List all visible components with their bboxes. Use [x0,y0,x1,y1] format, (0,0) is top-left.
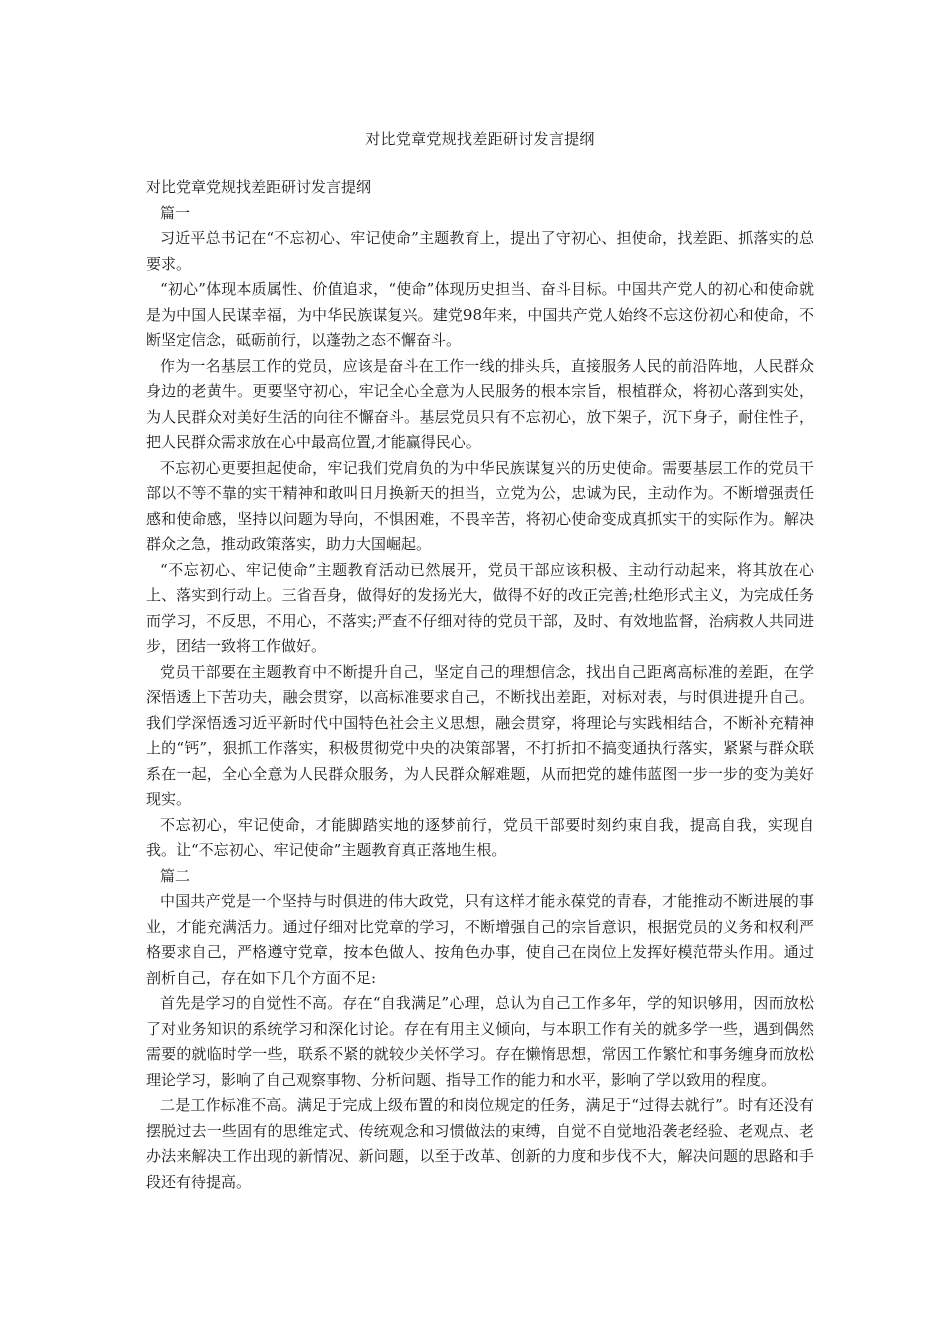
paragraph: 不忘初心更要担起使命，牢记我们党肩负的为中华民族谋复兴的历史使命。需要基层工作的党员干部以不等不靠的实干精神和敢叫日月换新天的担当，立党为公，忠诚为民，主动作为。不断增强责任感和使命感，坚持以问题为导向，不惧困难，不畏辛苦，将初心使命变成真抓实干的实际作为。解决群众之急，推动政策落实，助力大国崛起。 [146,458,814,553]
section-label-1: 篇一 [160,203,191,222]
paragraph: “不忘初心、牢记使命”主题教育活动已然展开，党员干部应该积极、主动行动起来，将其放在心上、落实到行动上。三省吾身，做得好的发扬光大，做得不好的改正完善;杜绝形式主义，为完成任务而学习，不反思，不用心，不落实;严查不仔细对待的党员干部，及时、有效地监督，治病救人共同进步，团结一致将工作做好。 [146,560,814,655]
paragraph: 不忘初心，牢记使命，才能脚踏实地的逐梦前行，党员干部要时刻约束自我，提高自我，实现自我。让“不忘初心、牢记使命”主题教育真正落地生根。 [146,815,814,859]
section-label-2: 篇二 [160,866,191,885]
paragraph: 作为一名基层工作的党员，应该是奋斗在工作一线的排头兵，直接服务人民的前沿阵地，人民群众身边的老黄牛。更要坚守初心，牢记全心全意为人民服务的根本宗旨，根植群众，将初心落到实处，为人民群众对美好生活的向往不懈奋斗。基层党员只有不忘初心，放下架子，沉下身子，耐住性子，把人民群众需求放在心中最高位置,才能赢得民心。 [146,356,814,451]
document-title: 对比党章党规找差距研讨发言提纲 [365,130,595,148]
paragraph: 首先是学习的自觉性不高。存在“自我满足”心理，总认为自己工作多年，学的知识够用，因而放松了对业务知识的系统学习和深化讨论。存在有用主义倾向，与本职工作有关的就多学一些，遇到偶然需要的就临时学一些，联系不紧的就较少关怀学习。存在懒惰思想，常因工作繁忙和事务缠身而放松理论学习，影响了自己观察事物、分析问题、指导工作的能力和水平，影响了学以致用的程度。 [146,994,814,1089]
paragraph: 二是工作标准不高。满足于完成上级布置的和岗位规定的任务，满足于“过得去就行”。时有还没有摆脱过去一些固有的思维定式、传统观念和习惯做法的束缚，自觉不自觉地沿袭老经验、老观点、老办法来解决工作出现的新情况、新问题，以至于改革、创新的力度和步伐不大，解决问题的思路和手段还有待提高。 [146,1096,814,1191]
paragraph: “初心”体现本质属性、价值追求，“使命”体现历史担当、奋斗目标。中国共产党人的初心和使命就是为中国人民谋幸福，为中华民族谋复兴。建党98年来，中国共产党人始终不忘这份初心和使命，不断坚定信念，砥砺前行，以蓬勃之态不懈奋斗。 [146,280,814,349]
document-body [146,175,814,1195]
body-heading: 对比党章党规找差距研讨发言提纲 [146,178,372,196]
paragraph: 习近平总书记在“不忘初心、牢记使命”主题教育上，提出了守初心、担使命，找差距、抓落实的总要求。 [146,229,814,273]
paragraph: 党员干部要在主题教育中不断提升自己，坚定自己的理想信念，找出自己距离高标准的差距，在学深悟透上下苦功夫，融会贯穿，以高标准要求自己，不断找出差距，对标对表，与时俱进提升自己。我们学深悟透习近平新时代中国特色社会主义思想，融会贯穿，将理论与实践相结合，不断补充精神上的“钙”，狠抓工作落实，积极贯彻党中央的决策部署，不打折扣不搞变通执行落实，紧紧与群众联系在一起，全心全意为人民群众服务，为人民群众解难题，从而把党的雄伟蓝图一步一步的变为美好现实。 [146,662,814,808]
paragraph: 中国共产党是一个坚持与时俱进的伟大政党，只有这样才能永葆党的青春，才能推动不断进展的事业，才能充满活力。通过仔细对比党章的学习，不断增强自己的宗旨意识，根据党员的义务和权利严格要求自己，严格遵守党章，按本色做人、按角色办事，使自己在岗位上发挥好模范带头作用。通过剖析自己，存在如下几个方面不足: [146,892,814,987]
